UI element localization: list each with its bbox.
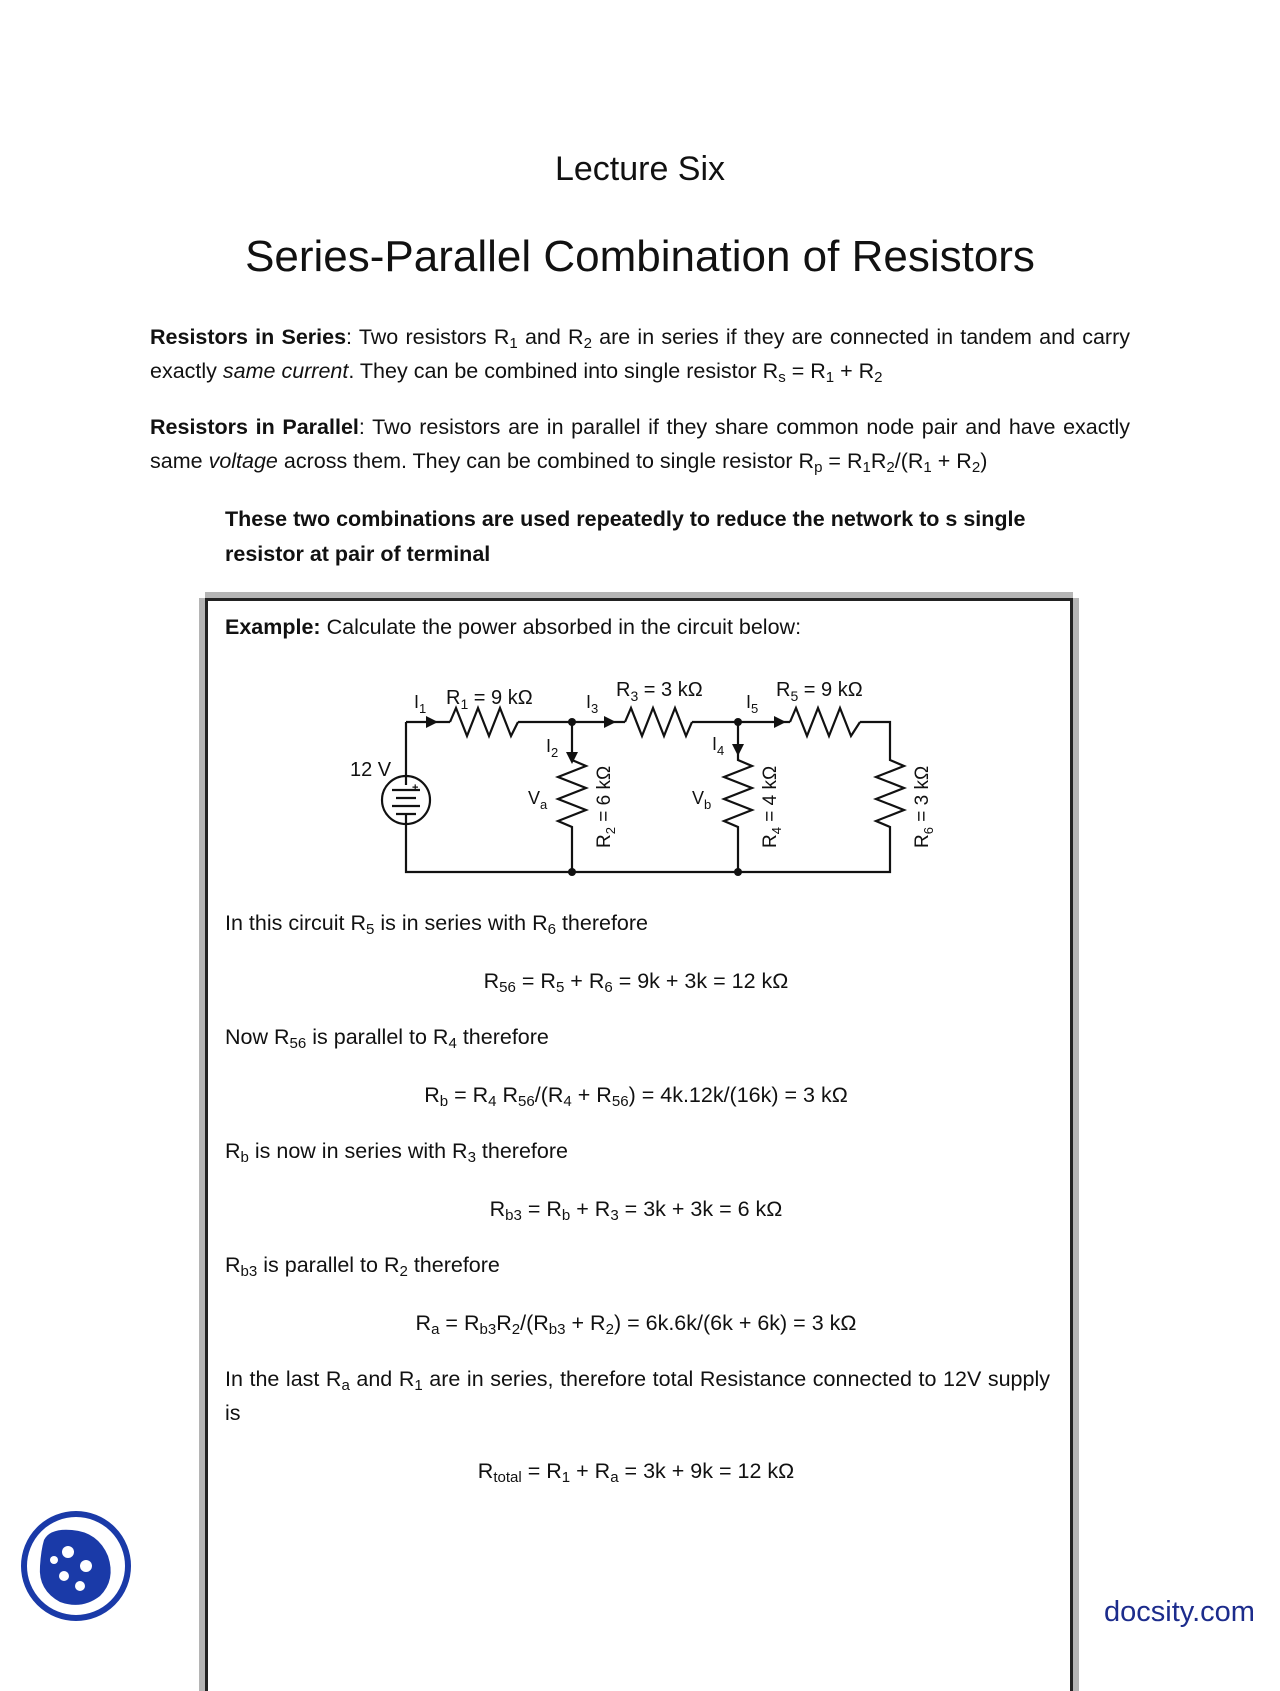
- equation-rb3: $R_{b3} = R_b + R_3 = 3k + 3k = 6$ kΩ: [489, 1197, 783, 1224]
- i1-label: $I_1$: [414, 692, 427, 716]
- equation-rtotal: $R_{total} = R_1 + R_a = 3k + 9k = 12$ kΩ: [477, 1459, 795, 1486]
- current-arrow-i3: [604, 716, 616, 728]
- i4-label: $I_4$: [712, 734, 725, 758]
- step-1-text: In this circuit $R_5$ is in series with $R_6$ therefore: [225, 911, 649, 938]
- docsity-brand[interactable]: docsity.com: [1104, 1596, 1255, 1628]
- equation-r56: $R_{56} = R_5 + R_6 = 9k + 3k = 12$ kΩ: [483, 969, 789, 996]
- resistor-r3: [625, 708, 692, 736]
- resistor-r1: [450, 708, 518, 736]
- series-heading: Resistors in Series: [150, 325, 347, 349]
- i2-label: $I_2$: [546, 736, 559, 760]
- same-current-emphasis: same current: [222, 359, 349, 383]
- page-title: Series-Parallel Combination of Resistors: [245, 232, 1035, 281]
- equation-ra: $R_a = R_{b3}R_2/(R_{b3} + R_2) = 6k.6k/(6k + 6k) = 3$ kΩ: [415, 1311, 857, 1338]
- current-arrow-i1: [426, 716, 438, 728]
- current-arrow-i4: [732, 744, 744, 756]
- step-4-text: $R_{b3}$ is parallel to $R_2$ therefore: [225, 1253, 500, 1280]
- resistor-r6: [876, 752, 904, 835]
- parallel-definition: Resistors in Parallel: Two resistors are in parallel if they share common node pair and have exactly same voltage across them. They can be combined to single resistor $R_p = R_1R_2/(R_1 + R_2)$: [150, 415, 1130, 476]
- node-b-bottom: [734, 868, 742, 876]
- left-wire: [406, 722, 890, 872]
- source-plus: +: [412, 782, 419, 794]
- node-a-bottom: [568, 868, 576, 876]
- source-label: 12 V: [350, 759, 392, 781]
- series-definition: Resistors in Series: Two resistors $R_1$ and $R_2$ are in series if they are connected in tandem and carry exactly same current. They can be combined into single resistor $R_s = R_1 + R_2$: [150, 325, 1130, 386]
- r2-label: $R_2 = 6$ kΩ: [594, 765, 618, 848]
- combination-note: These two combinations are used repeatedly to reduce the network to s single resistor at pair of terminal: [225, 507, 1026, 566]
- r6-label: $R_6 = 3$ kΩ: [912, 765, 936, 848]
- step-5-text: In the last $R_a$ and $R_1$ are in series, therefore total Resistance connected to 12V supply is: [225, 1367, 1050, 1425]
- node-a-top: [568, 718, 576, 726]
- vb-label: $V_b$: [692, 788, 712, 812]
- va-label: $V_a$: [528, 788, 548, 812]
- i5-label: $I_5$: [746, 692, 759, 716]
- resistor-r2: [558, 722, 586, 872]
- step-2-text: Now $R_{56}$ is parallel to $R_4$ therefore: [225, 1025, 549, 1052]
- voltage-emphasis: voltage: [208, 449, 278, 473]
- current-arrow-i5: [774, 716, 786, 728]
- example-label: Example:: [225, 615, 321, 639]
- r3-label: $R_3 = 3$ kΩ: [616, 679, 703, 704]
- parallel-heading: Resistors in Parallel: [150, 415, 359, 439]
- equation-rb: $R_b = R_4$ $R_{56}/(R_4 + R_{56}) = 4k.12k/(16k) = 3$ kΩ: [424, 1083, 848, 1110]
- top-wire: [406, 722, 890, 752]
- step-3-text: $R_b$ is now in series with $R_3$ therefore: [225, 1139, 568, 1166]
- node-b-top: [734, 718, 742, 726]
- i3-label: $I_3$: [586, 692, 599, 716]
- r1-label: $R_1 = 9$ kΩ: [446, 687, 533, 712]
- example-prompt: Example: Calculate the power absorbed in the circuit below:: [225, 615, 802, 639]
- lecture-label: Lecture Six: [554, 150, 726, 188]
- r4-label: $R_4 = 4$ kΩ: [760, 765, 784, 848]
- resistor-r5: [780, 708, 860, 736]
- r5-label: $R_5 = 9$ kΩ: [776, 679, 863, 704]
- docsity-logo-icon: [20, 1510, 132, 1622]
